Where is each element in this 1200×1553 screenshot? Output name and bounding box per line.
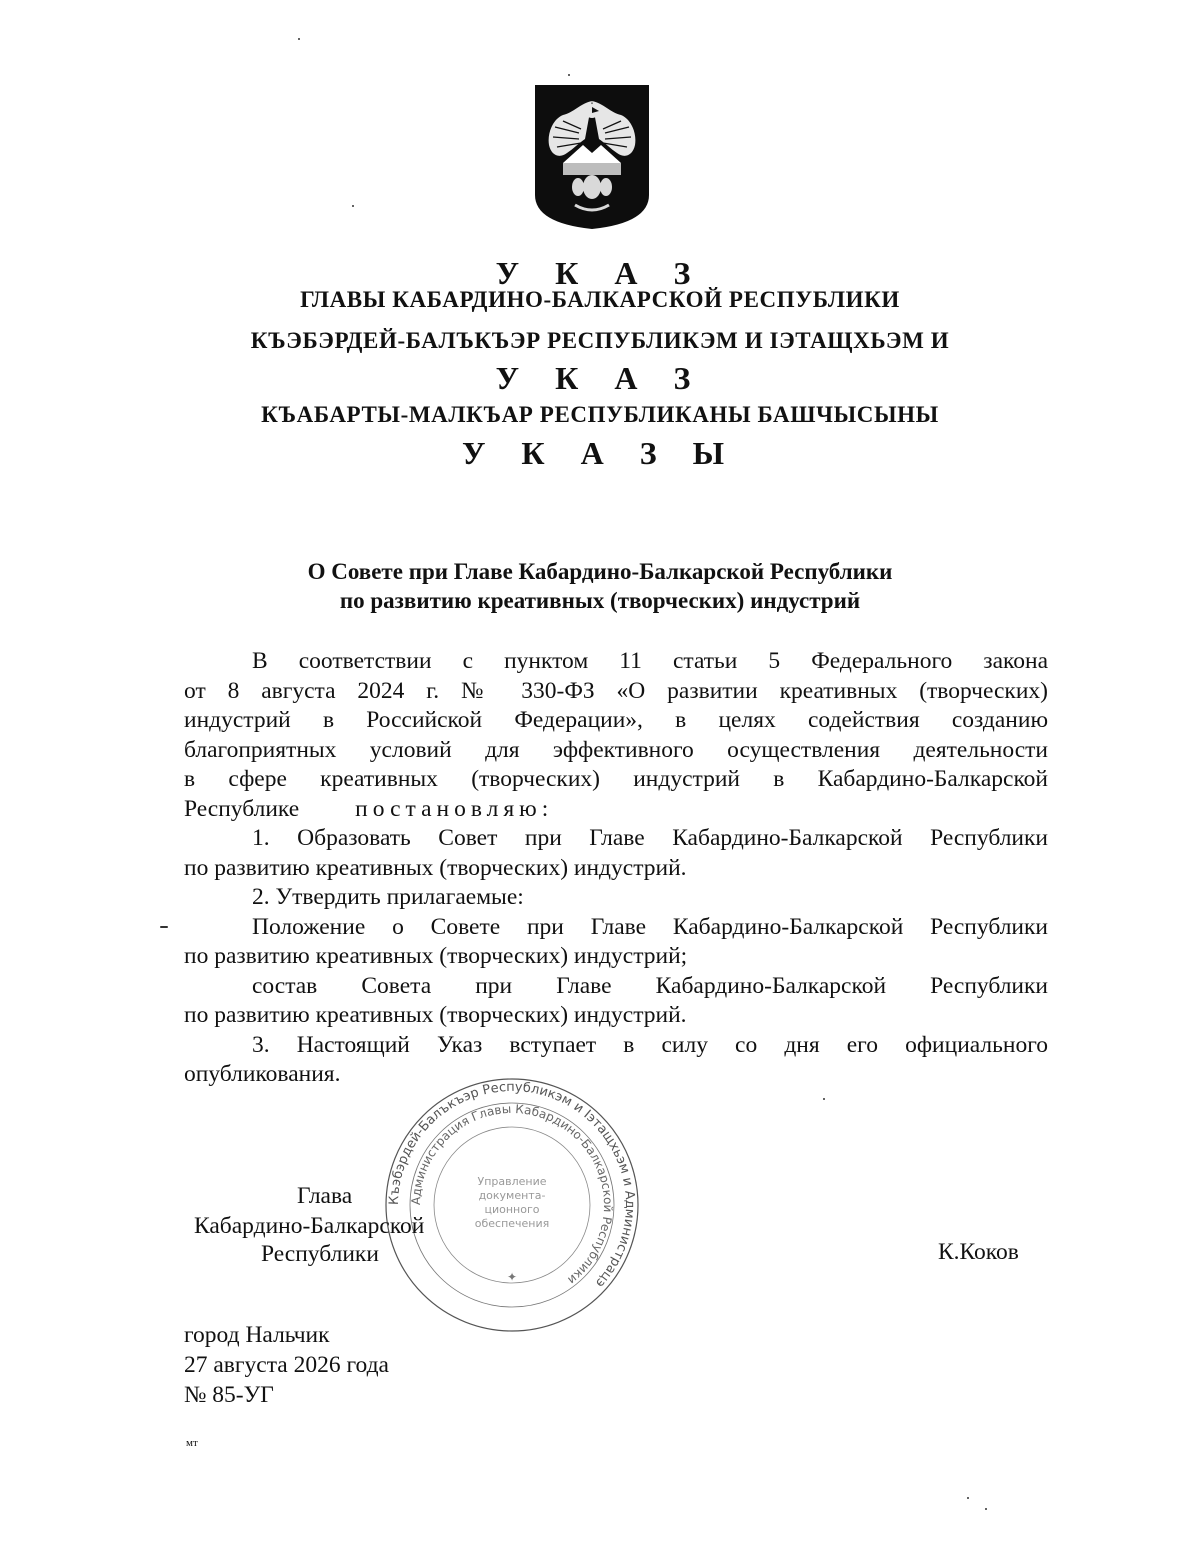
- stamp-center-line: ционного: [484, 1203, 540, 1216]
- body-line: в сфере креативных (творческих) индустрий в Кабардино-Балкарской: [184, 766, 1048, 792]
- stamp-center-line: Управление: [477, 1175, 547, 1188]
- body-line: от 8 августа 2024 г. № 330-ФЗ «О развитии креативных (творческих): [184, 677, 1048, 704]
- scan-speck: [985, 1508, 987, 1510]
- executor-initials: мт: [186, 1437, 198, 1449]
- stamp-center-line: документа-: [478, 1189, 546, 1202]
- body-line-decree: [184, 795, 1048, 825]
- item-2a-line1: Положение о Совете при Главе Кабардино-Балкарской Республики: [252, 913, 1048, 940]
- issuer-russian: ГЛАВЫ КАБАРДИНО-БАЛКАРСКОЙ РЕСПУБЛИКИ: [300, 287, 900, 312]
- scan-speck: [568, 74, 570, 76]
- body-last-word: Республике: [184, 795, 300, 822]
- decree-verb: постановляю:: [355, 795, 554, 822]
- scan-speck: [823, 1098, 825, 1100]
- stamp-center-line: обеспечения: [474, 1217, 550, 1230]
- item-1-line1: 1. Образовать Совет при Главе Кабардино-Балкарской Республики: [252, 825, 1048, 851]
- stamp-inner-ring-text: Администрация Главы Кабардино-Балкарской Республики: [408, 1101, 616, 1288]
- scan-speck: [967, 1497, 969, 1499]
- decree-title-line2: по развитию креативных (творческих) индустрий: [339, 588, 861, 613]
- decree-city: город Нальчик: [184, 1322, 330, 1348]
- item-3-line1: 3. Настоящий Указ вступает в силу со дня его официального: [252, 1031, 1048, 1058]
- decree-title-line1: О Совете при Главе Кабардино-Балкарской Республики: [307, 559, 893, 584]
- signatory-title-line3: Республики: [261, 1241, 379, 1267]
- signatory-title-line1: Глава: [297, 1183, 353, 1209]
- stamp-outer-ring-text: Къэбэрдей-Балъкъэр Республикэм и Iэтащхьэм и Администрацэ: [386, 1079, 638, 1291]
- decree-heading: У К А З: [495, 255, 705, 291]
- decree-number: № 85-УГ: [184, 1382, 274, 1408]
- item-3-line2: опубликования.: [184, 1061, 341, 1087]
- item-2: 2. Утвердить прилагаемые:: [252, 884, 524, 910]
- scan-speck: [298, 38, 300, 40]
- stamp-star-icon: ✦: [506, 1270, 518, 1284]
- signatory-title-line2: Кабардино-Балкарской: [194, 1213, 425, 1239]
- coat-of-arms-emblem: [533, 83, 651, 231]
- issuer-kabardian: КЪЭБЭРДЕЙ-БАЛЪКЪЭР РЕСПУБЛИКЭМ И IЭТАЩХЬЭМ И: [250, 328, 950, 353]
- item-2b-line1: состав Совета при Главе Кабардино-Балкарской Республики: [252, 972, 1048, 999]
- item-2b-line2: по развитию креативных (творческих) индустрий.: [184, 1002, 687, 1028]
- scan-speck: [352, 205, 354, 207]
- issuer-balkar: КЪАБАРТЫ-МАЛКЪАР РЕСПУБЛИКАНЫ БАШЧЫСЫНЫ: [261, 402, 939, 427]
- body-line: В соответствии с пунктом 11 статьи 5 Федерального закона: [252, 648, 1048, 674]
- decree-date: 27 августа 2026 года: [184, 1352, 389, 1378]
- item-2a-line2: по развитию креативных (творческих) индустрий;: [184, 943, 688, 969]
- decree-heading-kabardian: У К А З: [495, 360, 705, 396]
- scan-speck: [160, 926, 168, 928]
- decree-meta: [184, 1320, 389, 1410]
- decree-heading-balkar: У К А З Ы: [461, 435, 739, 471]
- item-1-line2: по развитию креативных (творческих) индустрий.: [184, 854, 687, 881]
- body-line: благоприятных условий для эффективного осуществления деятельности: [184, 736, 1048, 763]
- body-line: индустрий в Российской Федерации», в целях содействия созданию: [184, 707, 1048, 733]
- decree-body: [184, 647, 1048, 1090]
- signatory-name: К.Коков: [938, 1239, 1019, 1265]
- official-stamp-seal: [383, 1076, 641, 1334]
